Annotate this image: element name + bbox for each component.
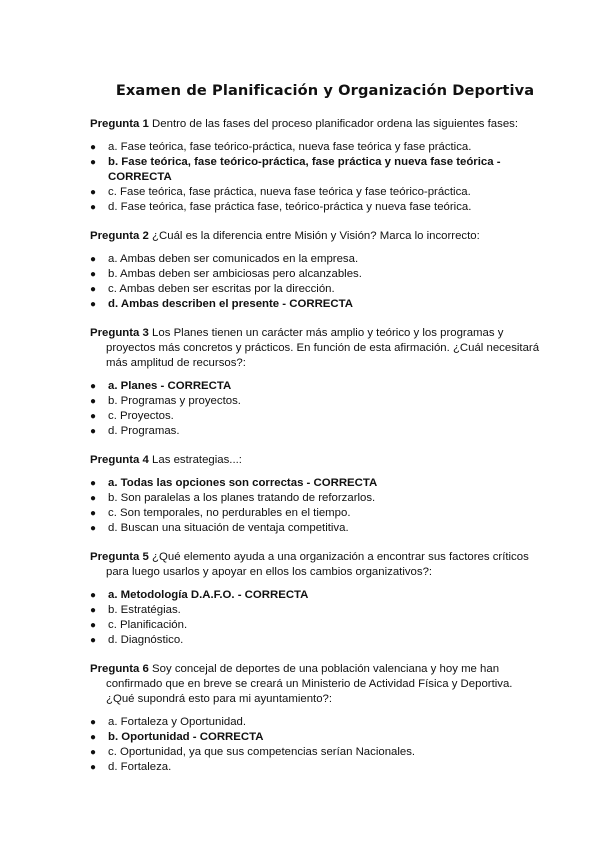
- option-text: d. Ambas describen el presente - CORRECTA: [108, 298, 353, 310]
- bullet-icon: ●: [90, 590, 97, 601]
- option-text: d. Programas.: [108, 425, 180, 437]
- option-text: b. Programas y proyectos.: [108, 395, 241, 407]
- bullet-icon: ●: [90, 142, 97, 153]
- options-list: [90, 379, 540, 439]
- option-item: [90, 521, 540, 536]
- question-body: Dentro de las fases del proceso planificador ordena las siguientes fases:: [152, 118, 519, 130]
- option-item: [90, 618, 540, 633]
- bullet-icon: ●: [90, 523, 97, 534]
- bullet-icon: ●: [90, 381, 97, 392]
- question-label: Pregunta 4: [90, 454, 149, 466]
- options-list: [90, 140, 540, 215]
- option-text: d. Buscan una situación de ventaja competitiva.: [108, 522, 349, 534]
- option-text: b. Fase teórica, fase teórico-práctica, fase práctica y nueva fase teórica - CORRECTA: [108, 156, 501, 183]
- option-text: a. Ambas deben ser comunicados en la empresa.: [108, 253, 359, 265]
- option-item: [90, 282, 540, 297]
- option-text: b. Son paralelas a los planes tratando de reforzarlos.: [108, 492, 376, 504]
- exam-title: Examen de Planificación y Organización Deportiva: [115, 82, 535, 99]
- option-text: a. Planes - CORRECTA: [108, 380, 232, 392]
- bullet-icon: ●: [90, 732, 97, 743]
- question-text: [90, 550, 540, 580]
- bullet-icon: ●: [90, 284, 97, 295]
- question-label: Pregunta 1: [90, 118, 149, 130]
- option-text: d. Fortaleza.: [108, 761, 172, 773]
- question-text: [90, 229, 540, 244]
- option-text: b. Oportunidad - CORRECTA: [108, 731, 264, 743]
- question-text: [90, 453, 540, 468]
- options-list: [90, 476, 540, 536]
- question-3: [90, 326, 540, 439]
- option-item-correct: [90, 476, 540, 491]
- option-text: c. Ambas deben ser escritas por la dirección.: [108, 283, 335, 295]
- option-item-correct: [90, 379, 540, 394]
- bullet-icon: ●: [90, 187, 97, 198]
- question-text: [90, 117, 540, 132]
- option-item: [90, 745, 540, 760]
- option-item: [90, 409, 540, 424]
- option-item-correct: [90, 730, 540, 745]
- option-item-correct: [90, 297, 540, 312]
- bullet-icon: ●: [90, 478, 97, 489]
- questions-container: [90, 117, 540, 775]
- question-body: Soy concejal de deportes de una población valenciana y hoy me han confirmado que en breve se creará un Ministerio de Actividad Física y Deportiva. ¿Qué supondrá esto para mi ayuntamiento?:: [106, 663, 513, 705]
- option-text: d. Diagnóstico.: [108, 634, 184, 646]
- option-item: [90, 185, 540, 200]
- question-text: [90, 662, 540, 707]
- bullet-icon: ●: [90, 762, 97, 773]
- question-2: [90, 229, 540, 312]
- bullet-icon: ●: [90, 620, 97, 631]
- option-text: d. Fase teórica, fase práctica fase, teórico-práctica y nueva fase teórica.: [108, 201, 472, 213]
- option-item: [90, 394, 540, 409]
- option-text: c. Oportunidad, ya que sus competencias serían Nacionales.: [108, 746, 416, 758]
- bullet-icon: ●: [90, 493, 97, 504]
- question-label: Pregunta 2: [90, 230, 149, 242]
- question-label: Pregunta 6: [90, 663, 149, 675]
- option-text: c. Planificación.: [108, 619, 188, 631]
- bullet-icon: ●: [90, 411, 97, 422]
- option-item: [90, 491, 540, 506]
- bullet-icon: ●: [90, 747, 97, 758]
- option-item: [90, 506, 540, 521]
- question-body: ¿Qué elemento ayuda a una organización a encontrar sus factores críticos para luego usarlos y apoyar en ellos los cambios organizativos?:: [106, 551, 529, 578]
- bullet-icon: ●: [90, 157, 97, 168]
- options-list: [90, 715, 540, 775]
- question-body: Los Planes tienen un carácter más amplio y teórico y los programas y proyectos más concretos y prácticos. En función de esta afirmación. ¿Cuál necesitará más amplitud de recursos?:: [106, 327, 540, 369]
- option-text: c. Proyectos.: [108, 410, 174, 422]
- question-1: [90, 117, 540, 215]
- option-item: [90, 760, 540, 775]
- question-label: Pregunta 5: [90, 551, 149, 563]
- bullet-icon: ●: [90, 717, 97, 728]
- bullet-icon: ●: [90, 202, 97, 213]
- options-list: [90, 588, 540, 648]
- question-body: Las estrategias...:: [152, 454, 242, 466]
- bullet-icon: ●: [90, 269, 97, 280]
- question-6: [90, 662, 540, 775]
- options-list: [90, 252, 540, 312]
- bullet-icon: ●: [90, 605, 97, 616]
- option-item-correct: [90, 588, 540, 603]
- option-text: a. Todas las opciones son correctas - CORRECTA: [108, 477, 378, 489]
- question-label: Pregunta 3: [90, 327, 149, 339]
- option-item: [90, 267, 540, 282]
- option-text: a. Fase teórica, fase teórico-práctica, nueva fase teórica y fase práctica.: [108, 141, 472, 153]
- option-text: a. Fortaleza y Oportunidad.: [108, 716, 247, 728]
- option-text: b. Estratégias.: [108, 604, 181, 616]
- option-item-correct: [90, 155, 540, 185]
- option-text: b. Ambas deben ser ambiciosas pero alcanzables.: [108, 268, 362, 280]
- option-item: [90, 140, 540, 155]
- option-text: c. Fase teórica, fase práctica, nueva fase teórica y fase teórico-práctica.: [108, 186, 471, 198]
- option-item: [90, 603, 540, 618]
- question-4: [90, 453, 540, 536]
- bullet-icon: ●: [90, 254, 97, 265]
- question-5: [90, 550, 540, 648]
- bullet-icon: ●: [90, 396, 97, 407]
- option-item: [90, 424, 540, 439]
- bullet-icon: ●: [90, 426, 97, 437]
- option-item: [90, 200, 540, 215]
- bullet-icon: ●: [90, 508, 97, 519]
- option-item: [90, 252, 540, 267]
- bullet-icon: ●: [90, 299, 97, 310]
- option-text: a. Metodología D.A.F.O. - CORRECTA: [108, 589, 309, 601]
- option-item: [90, 715, 540, 730]
- option-item: [90, 633, 540, 648]
- bullet-icon: ●: [90, 635, 97, 646]
- question-text: [90, 326, 540, 371]
- option-text: c. Son temporales, no perdurables en el tiempo.: [108, 507, 351, 519]
- question-body: ¿Cuál es la diferencia entre Misión y Visión? Marca lo incorrecto:: [152, 230, 480, 242]
